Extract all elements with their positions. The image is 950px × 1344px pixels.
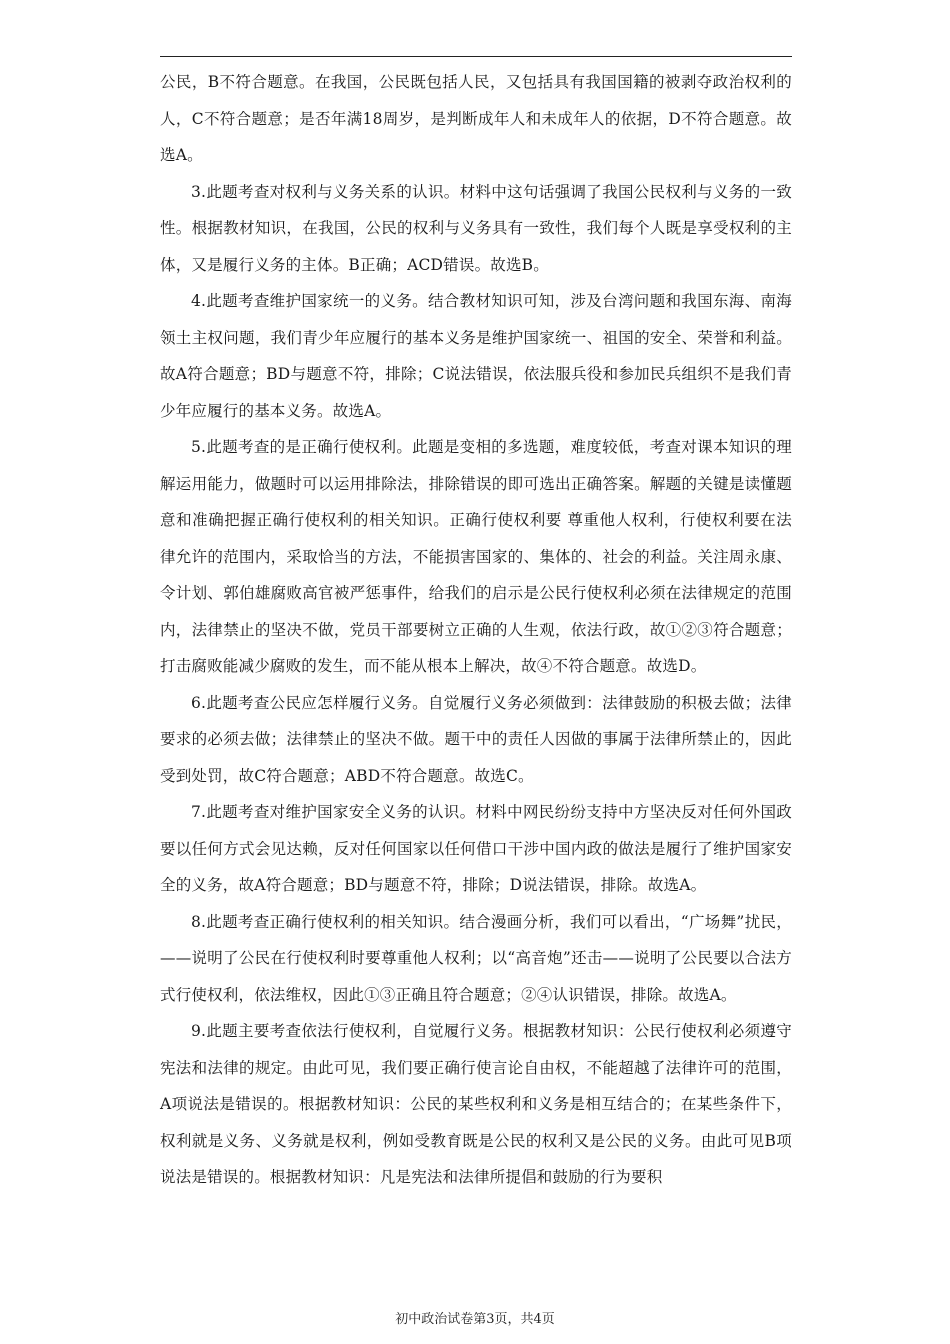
paragraph-q4: 4.此题考查维护国家统一的义务。结合教材知识可知，涉及台湾问题和我国东海、南海领土主权问题，我们青少年应履行的基本义务是维护国家统一、祖国的安全、荣誉和利益。故A符合题意；BD与题意不符，排除；C说法错误，依法服兵役和参加民兵组织不是我们青少年应履行的基本义务。故选A。 [160, 292, 792, 420]
paragraph-q9: 9.此题主要考查依法行使权利，自觉履行义务。根据教材知识：公民行使权利必须遵守宪法和法律的规定。由此可见，我们要正确行使言论自由权，不能超越了法律许可的范围，A项说法是错误的。根据教材知识：公民的某些权利和义务是相互结合的；在某些条件下，权利就是义务、义务就是权利，例如受教育既是公民的权利又是公民的义务。由此可见B项说法是错误的。根据教材知识：凡是宪法和法律所提倡和鼓励的行为要积 [160, 1022, 792, 1186]
paragraph-q8: 8.此题考查正确行使权利的相关知识。结合漫画分析，我们可以看出，“广场舞”扰民，——说明了公民在行使权利时要尊重他人权利；以“高音炮”还击——说明了公民要以合法方式行使权利，依法维权，因此①③正确且符合题意；②④认识错误，排除。故选A。 [160, 912, 792, 1004]
paragraph-q6: 6.此题考查公民应怎样履行义务。自觉履行义务必须做到：法律鼓励的积极去做；法律要求的必须去做；法律禁止的坚决不做。题干中的责任人因做的事属于法律所禁止的，因此受到处罚，故C符合题意；ABD不符合题意。故选C。 [160, 693, 792, 785]
answer-explanations [160, 64, 792, 1196]
paragraph-q3: 3.此题考查对权利与义务关系的认识。材料中这句话强调了我国公民权利与义务的一致性。根据教材知识，在我国，公民的权利与义务具有一致性，我们每个人既是享受权利的主体，又是履行义务的主体。B正确；ACD错误。故选B。 [160, 182, 792, 274]
page-footer: 初中政治试卷第3页，共4页 [395, 1312, 555, 1327]
paragraph-q7: 7.此题考查对维护国家安全义务的认识。材料中网民纷纷支持中方坚决反对任何外国政要以任何方式会见达赖，反对任何国家以任何借口干涉中国内政的做法是履行了维护国家安全的义务，故A符合题意；BD与题意不符，排除；D说法错误，排除。故选A。 [160, 803, 792, 894]
paragraph-q5: 5.此题考查的是正确行使权利。此题是变相的多选题，难度较低，考查对课本知识的理解运用能力，做题时可以运用排除法，排除错误的即可选出正确答案。解题的关键是读懂题意和准确把握正确行使权利的相关知识。正确行使权利要 尊重他人权利，行使权利要在法律允许的范围内，采取恰当的方法，不能损害国家的、集体的、社会的利益。关注周永康、令计划、郭伯雄腐败高官被严惩事件，给我们的启示是公民行使权利必须在法律规定的范围内，法律禁止的坚决不做，党员干部要树立正确的人生观，依法行政，故①②③符合题意；打击腐败能减少腐败的发生，而不能从根本上解决，故④不符合题意。故选D。 [160, 438, 792, 675]
paragraph-continued: 公民，B不符合题意。在我国，公民既包括人民，又包括具有我国国籍的被剥夺政治权利的人，C不符合题意；是否年满18周岁，是判断成年人和未成年人的依据，D不符合题意。故选A。 [160, 73, 792, 164]
header-rule [160, 56, 792, 57]
